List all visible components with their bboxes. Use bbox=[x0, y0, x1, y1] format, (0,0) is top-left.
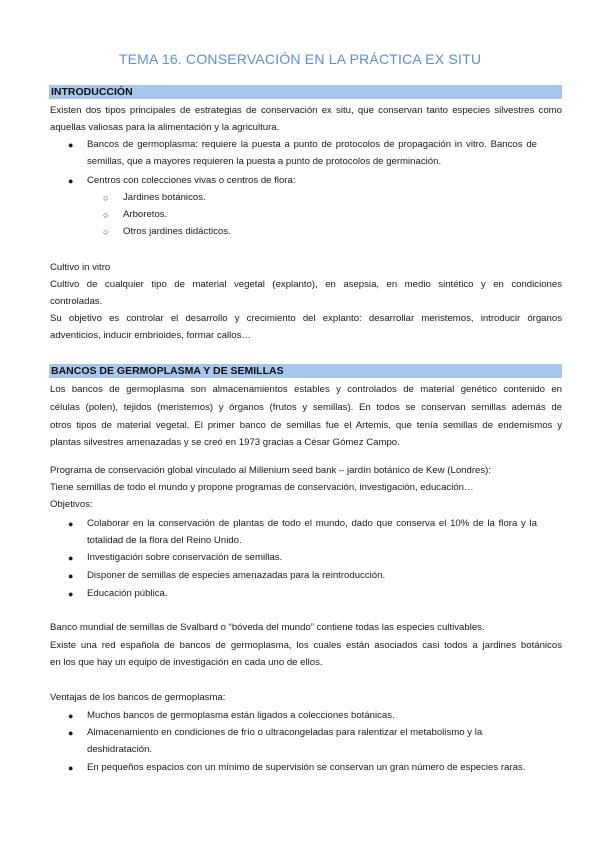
list-item: semillas, que a mayores requieren la puesta a punto de protocolos de germinación. bbox=[87, 156, 442, 167]
paragraph-line: controladas. bbox=[50, 296, 103, 307]
bullet-icon: ● bbox=[68, 571, 74, 581]
paragraph-line: células (polen), tejidos (meristemos) y órganos (frutos y semillas). En todos se conservan semillas además de bbox=[50, 402, 562, 413]
list-item: totalidad de la flora del Reino Unido. bbox=[87, 535, 242, 546]
bullet-icon: ● bbox=[68, 176, 74, 186]
paragraph-line: plantas silvestres amenazadas y se creó en 1973 gracias a César Gómez Campo. bbox=[50, 437, 400, 448]
paragraph-line: Cultivo de cualquier tipo de material vegetal (explanto), en asepsia, en medio sintético y en condiciones bbox=[50, 279, 562, 290]
page-title: TEMA 16. CONSERVACIÓN EN LA PRÁCTICA EX SITU bbox=[118, 51, 482, 67]
paragraph-line: adventicios, inducir embrioides, formar callos… bbox=[50, 330, 252, 341]
list-item: Almacenamiento en condiciones de frío o ultracongeladas para ralentizar el metabolismo y la bbox=[87, 727, 483, 738]
sub-list-item: Jardines botánicos. bbox=[123, 192, 206, 203]
section-heading-introduccion: INTRODUCCIÓN bbox=[49, 85, 562, 99]
paragraph-line: Tiene semillas de todo el mundo y propone programas de conservación, investigación, educación… bbox=[50, 482, 474, 493]
paragraph-line: Existen dos tipos principales de estrategias de conservación ex situ, que conservan tanto especies silvestres como bbox=[50, 105, 562, 116]
list-item: Muchos bancos de germoplasma están ligados a colecciones botánicas. bbox=[87, 710, 395, 721]
list-item: Educación pública. bbox=[87, 588, 168, 599]
sub-list-item: Otros jardines didácticos. bbox=[123, 226, 231, 237]
section-heading-bancos: BANCOS DE GERMOPLASMA Y DE SEMILLAS bbox=[49, 364, 562, 378]
sub-list-item: Arboretos. bbox=[123, 209, 168, 220]
list-item: En pequeños espacios con un mínimo de supervisión se conservan un gran número de especies raras. bbox=[87, 762, 526, 773]
subheading-ventajas: Ventajas de los bancos de germoplasma: bbox=[50, 692, 226, 703]
list-item: Centros con colecciones vivas o centros de flora: bbox=[87, 175, 296, 186]
paragraph-line: Existe una red española de bancos de germoplasma, los cuales están asociados casi todos a jardines botánicos bbox=[50, 640, 562, 651]
list-item: Investigación sobre conservación de semillas. bbox=[87, 552, 283, 563]
bullet-icon: ● bbox=[68, 589, 74, 599]
circle-bullet-icon: ○ bbox=[103, 210, 109, 220]
list-item: Disponer de semillas de especies amenazadas para la reintroducción. bbox=[87, 570, 386, 581]
paragraph-line: Objetivos: bbox=[50, 499, 93, 510]
bullet-icon: ● bbox=[68, 728, 74, 738]
list-item: Bancos de germoplasma: requiere la puesta a punto de protocolos de propagación in vitro. Bancos de bbox=[87, 139, 537, 150]
paragraph-line: en los que hay un equipo de investigación en cada uno de ellos. bbox=[50, 657, 323, 668]
paragraph-line: Su objetivo es controlar el desarrollo y crecimiento del explanto: desarrollar meristemos, introducir órganos bbox=[50, 313, 562, 324]
circle-bullet-icon: ○ bbox=[103, 193, 109, 203]
bullet-icon: ● bbox=[68, 140, 74, 150]
paragraph-line: otros tipos de material vegetal. El primer banco de semillas fue el Artemis, que tenía semillas de endemismos y bbox=[50, 420, 562, 431]
list-item: Colaborar en la conservación de plantas de todo el mundo, dado que conserva el 10% de la flora y la bbox=[87, 518, 537, 529]
circle-bullet-icon: ○ bbox=[103, 227, 109, 237]
paragraph-line: aquellas valiosas para la alimentación y la agricultura. bbox=[50, 122, 280, 133]
subheading-cultivo: Cultivo in vitro bbox=[50, 262, 111, 273]
bullet-icon: ● bbox=[68, 519, 74, 529]
paragraph-line: Programa de conservación global vinculado al Millenium seed bank – jardín botánico de Kew (Londres): bbox=[50, 465, 492, 476]
bullet-icon: ● bbox=[68, 763, 74, 773]
paragraph-line: Los bancos de germoplasma son almacenamientos estables y controlados de material genético contenido en bbox=[50, 384, 562, 395]
bullet-icon: ● bbox=[68, 711, 74, 721]
paragraph-line: Banco mundial de semillas de Svalbard o “bóveda del mundo” contiene todas las especies cultivables. bbox=[50, 622, 485, 633]
list-item: deshidratación. bbox=[87, 744, 153, 755]
bullet-icon: ● bbox=[68, 553, 74, 563]
